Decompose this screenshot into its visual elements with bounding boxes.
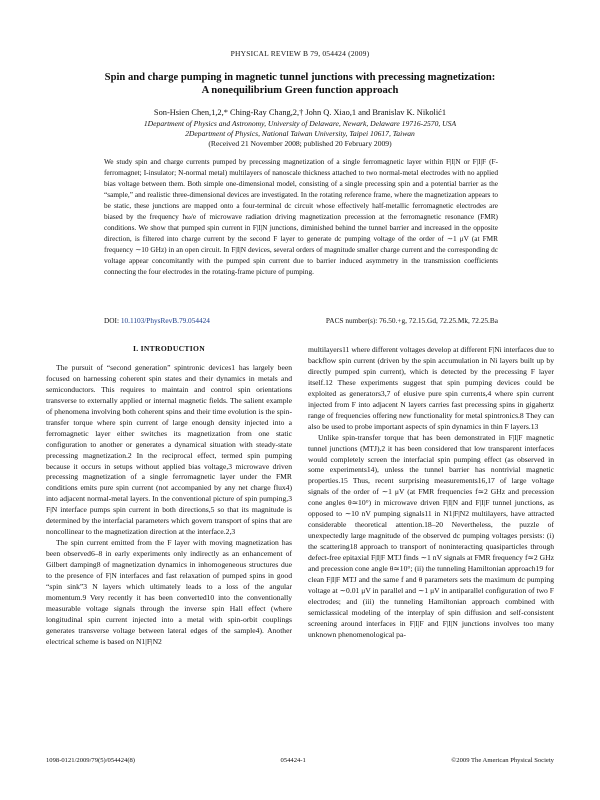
affiliation-2: 2Department of Physics, National Taiwan University, Taipei 10617, Taiwan [185,129,415,138]
copyright: ©2009 The American Physical Society [451,757,554,764]
paragraph: multilayers11 where different voltages develop at different F|Ni interfaces due to backflow spin current (driven by the spin accumulation in Ni layers built up by directly pumped spin current), which is detected by the precessing F layer itself.12 These experiments suggest that spin pumping devices could be exploited as generators3,7 of elusive pure spin currents,4 where spin current injected from F into adjacent N layers carries fast precessing spins in gigahertz range of frequencies offering new functionality for metal spintronics.8 They can also be used to probe important aspects of spin dynamics in thin F layers.13 [308,345,554,431]
right-column [308,345,554,641]
title-line-2: A nonequilibrium Green function approach [201,85,399,96]
doi-block [104,316,210,325]
footer-code: 1098-0121/2009/79(5)/054424(8) [46,757,136,764]
left-column [46,344,292,648]
page-footer [46,757,554,764]
page-number: 054424-1 [280,757,306,764]
paragraph: Unlike spin-transfer torque that has been demonstrated in F|I|F magnetic tunnel junctions (MTJ),2 it has been considered that low transparent interfaces would completely screen the interfacial spin pumping effect (as observed in some experiments14), unless the tunnel barrier has nontrivial magnetic properties.15 Thus, recent surprising measurements16,17 of large voltage signals of the order of ∼1 μV (at FMR frequencies f≃2 GHz and precession cone angles θ≃10°) in microwave driven F|I|N and F|I|F tunnel junctions, as opposed to ∼10 nV pumping signals11 in N1|F|N2 multilayers, have attracted considerable theoretical attention.18–20 Nevertheless, the puzzle of unexpectedly large magnitude of the observed dc pumping voltages persists: (i) the scattering18 approach to transport of noninteracting quasiparticles through defect-free epitaxial F|I|F MTJ finds ∼1 nV signals at FMR frequency f≃2 GHz and precession cone angle θ≃10°; (ii) the tunneling Hamiltonian approach19 for clean F|I|F MTJ and the same f and θ parameters sets the maximum dc pumping voltage at ∼0.01 μV in parallel and ∼1 μV in antiparallel configuration of two F electrodes; and (iii) the tunneling Hamiltonian approach combined with semiclassical modeling of the interplay of spin diffusion and self-consistent screening around interfaces in F|I|F and F|I|N junctions involves too many unknown phenomenological pa- [308,432,554,639]
received-dates: (Received 21 November 2008; published 20 February 2009) [208,139,392,148]
article-meta [104,316,498,325]
running-head: PHYSICAL REVIEW B 79, 054424 (2009) [230,49,370,58]
title-line-1: Spin and charge pumping in magnetic tunnel junctions with precessing magnetization: [104,72,496,83]
affiliation-1: 1Department of Physics and Astronomy, University of Delaware, Newark, Delaware 19716-2570, USA [143,119,457,128]
doi-label: DOI: [104,316,119,325]
section-heading: I. INTRODUCTION [132,344,205,353]
paragraph: The spin current emitted from the F layer with moving magnetization has been observed6–8 in early experiments only indirectly as an enhancement of Gilbert damping8 of magnetization dynamics in inhomogeneous structures due to the presence of F|N interfaces and fast relaxation of pumped spins in good “spin sink”3 N layers which ultimately leads to a loss of the angular momentum.9 Very recently it has been converted10 into the conventionally measurable voltage signals through the inverse spin Hall effect (where longitudinal spin current injected into a metal with spin-orbit couplings generates transverse voltage between lateral edges of the sample4). Another electrical scheme is based on N1|F|N2 [46,538,292,646]
pacs-numbers: PACS number(s): 76.50.+g, 72.15.Gd, 72.25.Mk, 72.25.Ba [325,316,498,325]
author-list: Son-Hsien Chen,1,2,* Ching-Ray Chang,2,† John Q. Xiao,1 and Branislav K. Nikolić1 [153,108,447,117]
article-title [40,71,560,97]
doi-link[interactable]: 10.1103/PhysRevB.79.054424 [120,316,210,325]
paragraph: The pursuit of “second generation” spintronic devices1 has largely been focused on harnessing coherent spin states and their dynamics in metals and semiconductors. This requires to maintain and control spin orientations transverse to externally applied or internal magnetic fields. The salient example of phenomena involving both coherent spins and their time evolution is the spin-transfer torque where spin current of large enough density injected into a ferromagnetic layer either switches its magnetization from one static configuration to another or generates a dynamical situation with steady-state precessing magnetization.2 In the reciprocal effect, termed spin pumping because it occurs in setups without applied bias voltage,3 microwave driven precessing magnetization of a single ferromagnetic layer under the FMR conditions emits pure spin current (not accompanied by any net charge flux4) into adjacent normal-metal layers. In the conventional picture of spin pumping,3 F|N interface pumps spin current in both directions,5 so that its magnitude is determined by the interfacial parameters which govern transport of spins that are noncollinear to the magnetization direction at the interface.2,3 [46,362,292,537]
abstract: We study spin and charge currents pumped by precessing magnetization of a single ferromagnetic layer within F|I|N or F|I|F (F-ferromagnet; I-insulator; N-normal metal) multilayers of nanoscale thickness attached to two normal-metal electrodes with no applied bias voltage between them. Both simple one-dimensional model, consisting of a single precessing spin and a potential barrier as the “sample,” and realistic three-dimensional devices are investigated. In the rotating reference frame, where the magnetization appears to be static, these junctions are mapped onto a four-terminal dc circuit whose effectively half-metallic ferromagnetic electrodes are biased by the frequency ħω/e of microwave radiation driving magnetization precession at the ferromagnetic resonance (FMR) conditions. We show that pumped spin current in F|I|N junctions, diminished behind the tunnel barrier and increased in the opposite direction, is filtered into charge current by the second F layer to generate dc pumping voltage of the order of ∼1 μV (at FMR frequency ∼10 GHz) in an open circuit. In F|I|N devices, several orders of magnitude smaller charge current and the corresponding dc voltage appear concomitantly with the pumped spin current due to barrier induced asymmetry in the transmission coefficients connecting the four electrodes in the rotating-frame picture of pumping. [104,157,498,276]
